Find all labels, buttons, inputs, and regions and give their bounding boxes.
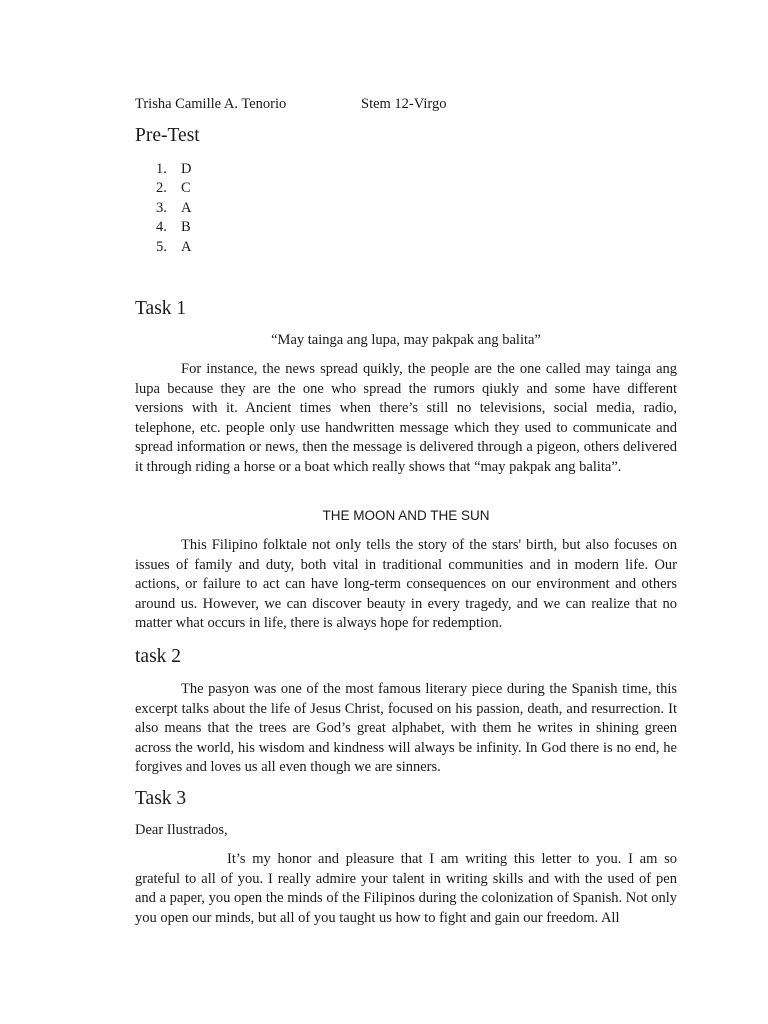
task1-paragraph: For instance, the news spread quikly, the people are the one called may tainga ang lupa because they are the one who spread the rumors qiukly and some have different versions with it. Ancient times when there’s still no televisions, social media, radio, telephone, etc. people only use handwritten message which they used to communicate and spread information or news, then the message is delivered through a pigeon, others delivered it through riding a horse or a boat which really shows that “may pakpak ang balita”. (135, 361, 677, 475)
folktale-title: THE MOON AND THE SUN (322, 508, 490, 523)
task1-heading: Task 1 (135, 298, 187, 319)
list-item: 4. B (156, 219, 191, 236)
list-item: 5. A (156, 238, 192, 255)
list-item: 1. D (156, 161, 192, 177)
task2-heading: task 2 (135, 646, 182, 667)
task3-heading: Task 3 (135, 788, 187, 809)
student-name: Trisha Camille A. Tenorio (135, 96, 287, 112)
list-item: 2. C (156, 180, 191, 197)
student-section: Stem 12-Virgo (361, 96, 447, 112)
folktale-paragraph: This Filipino folktale not only tells the story of the stars' birth, but also focuses on issues of family and duty, both vital in traditional communities and in modern life. Our actions, or failure to act can have long-term consequences on our environment and others around us. However, we can discover beauty in every tragedy, and we can realize that no matter what occurs in life, there is always hope for redemption. (135, 537, 677, 631)
task2-paragraph: The pasyon was one of the most famous literary piece during the Spanish time, this excerpt talks about the life of Jesus Christ, focused on his passion, death, and resurrection. It also means that the trees are God’s great alphabet, with them he writes in shining green across the world, his wisdom and kindness will always be infinity. In God there is no end, he forgives and loves us all even though we are sinners. (135, 681, 677, 775)
proverb-quote: “May tainga ang lupa, may pakpak ang balita” (271, 332, 541, 348)
pretest-heading: Pre-Test (135, 125, 200, 146)
pretest-answer-list (156, 160, 191, 257)
letter-salutation: Dear Ilustrados, (135, 822, 228, 838)
letter-paragraph: It’s my honor and pleasure that I am writing this letter to you. I am so grateful to all of you. I really admire your talent in writing skills and with the used of pen and a paper, you open the minds of the Filipinos during the colonization of Spanish. Not only you open our minds, but all of you taught us how to fight and gain our freedom. All (135, 851, 677, 926)
list-item: 3. A (156, 199, 192, 216)
